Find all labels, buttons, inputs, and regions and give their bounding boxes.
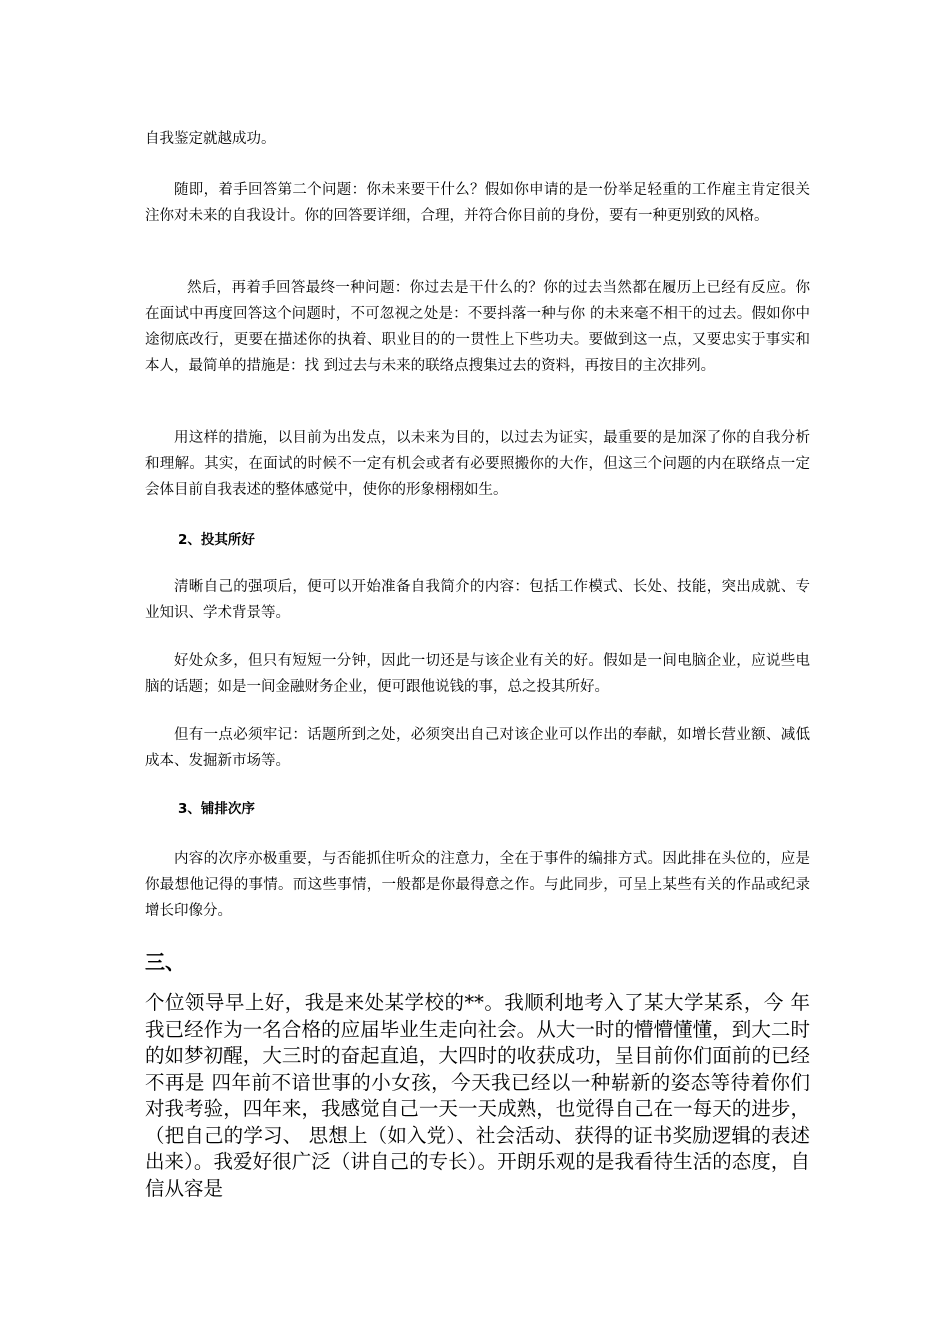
paragraph-last-question: 然后，再着手回答最终一种问题：你过去是干什么的？你的过去当然都在履历上已经有反应。你在面试中再度回答这个问题时，不可忽视之处是：不要抖落一种与你 的未来毫不相干的过去。假如你中途彻底改行，更要在描述你的执着、职业目的的一贯性上下些功夫。要做到这一点，又要忠实于事实和本人，最简单的措施是：找 到过去与未来的联络点搜集过去的资料，再按目的主次排列。 <box>145 280 810 374</box>
paragraph-order: 内容的次序亦极重要，与否能抓住听众的注意力，全在于事件的编排方式。因此排在头位的，应是你最想他记得的事情。而这些事情，一般都是你最得意之作。与此同步，可呈上某些有关的作品或纪录增长印像分。 <box>145 851 810 919</box>
paragraph-contribution: 但有一点必须牢记：话题所到之处，必须突出自己对该企业可以作出的奉献，如增长营业额、减低成本、发掘新市场等。 <box>145 727 810 769</box>
heading-arrange-order: 3、铺排次序 <box>178 801 255 817</box>
paragraph-self-introduction: 个位领导早上好，我是来处某学校的**。我顺利地考入了某大学某系，今 年我已经作为一名合格的应届毕业生走向社会。从大一时的懵懵懂懂，到大二时的如梦初醒，大三时的奋起直追，大四时的收获成功，呈目前你们面前的已经不再是 四年前不谙世事的小女孩，今天我已经以一种崭新的姿态等待着你们对我考验，四年来，我感觉自己一天一天成熟，也觉得自己在一每天的进步，（把自己的学习、 思想上（如入党）、社会活动、获得的证书奖励逻辑的表述出来）。我爱好很广泛（讲自己的专长）。开朗乐观的是我看待生活的态度，自信从容是 <box>145 991 810 1200</box>
paragraph-method: 用这样的措施，以目前为出发点，以未来为目的，以过去为证实，最重要的是加深了你的自我分析和理解。其实，在面试的时候不一定有机会或者有必要照搬你的大作，但这三个问题的内在联络点一定会体目前自我表述的整体感觉中，使你的形象栩栩如生。 <box>145 430 810 498</box>
section-heading-three: 三、 <box>145 950 185 974</box>
paragraph-continuation: 自我鉴定就越成功。 <box>145 131 276 147</box>
heading-cater-to-taste: 2、投其所好 <box>178 532 255 548</box>
paragraph-benefits: 好处众多，但只有短短一分钟，因此一切还是与该企业有关的好。假如是一间电脑企业，应说些电脑的话题；如是一间金融财务企业，便可跟他说钱的事，总之投其所好。 <box>145 653 810 695</box>
paragraph-strengths: 清晰自己的强项后，便可以开始准备自我简介的内容：包括工作模式、长处、技能，突出成就、专业知识、学术背景等。 <box>145 579 810 621</box>
paragraph-second-question: 随即，着手回答第二个问题：你未来要干什么？假如你申请的是一份举足轻重的工作雇主肯定很关注你对未来的自我设计。你的回答要详细，合理，并符合你目前的身份，要有一种更别致的风格。 <box>145 182 810 224</box>
